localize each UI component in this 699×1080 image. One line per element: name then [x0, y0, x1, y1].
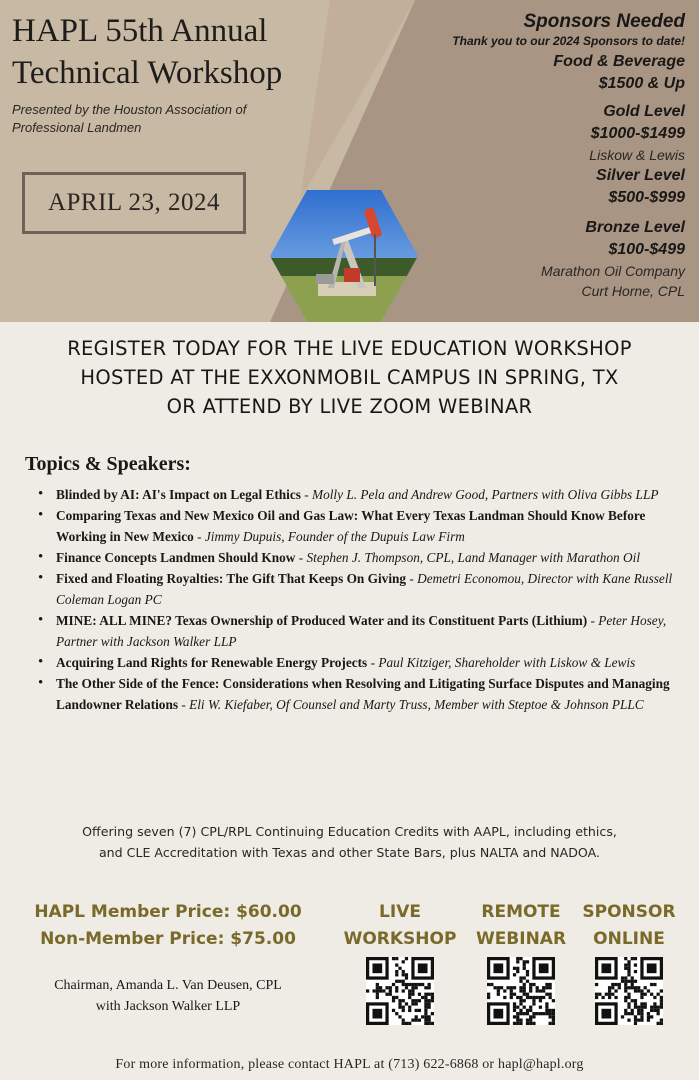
- chairman-info: [0, 975, 336, 1017]
- topic-title: Finance Concepts Landmen Should Know: [56, 550, 296, 565]
- event-date: APRIL 23, 2024: [47, 189, 221, 216]
- topic-item: [38, 484, 678, 505]
- presented-by: Presented by the Houston Association of Professional Landmen: [12, 102, 247, 135]
- gold-sponsor-name: Liskow & Lewis: [589, 147, 685, 163]
- topic-item: [38, 673, 678, 715]
- chairman-line1: Chairman, Amanda L. Van Deusen, CPL: [54, 978, 282, 993]
- register-line3: OR ATTEND BY LIVE ZOOM WEBINAR: [166, 395, 533, 418]
- topic-item: [38, 568, 678, 610]
- register-line2: HOSTED AT THE EXXONMOBIL CAMPUS IN SPRING, TX: [80, 366, 619, 389]
- qr-code-icon[interactable]: [595, 957, 663, 1025]
- topic-speaker: - Stephen J. Thompson, CPL, Land Manager with Marathon Oil: [295, 550, 641, 565]
- topic-title: Acquiring Land Rights for Renewable Energy Projects: [56, 655, 368, 670]
- member-price: HAPL Member Price: $60.00: [34, 902, 302, 922]
- topic-title: MINE: ALL MINE? Texas Ownership of Produced Water and its Constituent Parts (Lithium): [56, 613, 588, 628]
- topic-item: [38, 652, 678, 673]
- topic-speaker: - Paul Kitziger, Shareholder with Liskow & Lewis: [367, 655, 636, 670]
- topic-title: Comparing Texas and New Mexico Oil and Gas Law: What Every Texas Landman Should Know Before Working in New Mexico: [56, 508, 646, 544]
- qr-label-line1: SPONSOR: [582, 902, 676, 922]
- topic-title: Fixed and Floating Royalties: The Gift That Keeps On Giving: [56, 571, 407, 586]
- topic-speaker: - Jimmy Dupuis, Founder of the Dupuis Law Firm: [193, 529, 465, 544]
- qr-live-workshop[interactable]: [340, 899, 460, 1025]
- bronze-level: Bronze Level: [585, 219, 685, 236]
- event-date-box: [22, 172, 246, 234]
- qr-sponsor-online[interactable]: [569, 899, 689, 1025]
- qr-remote-webinar[interactable]: [461, 899, 581, 1025]
- non-member-price: Non-Member Price: $75.00: [40, 929, 296, 949]
- register-banner: [0, 334, 699, 421]
- topics-heading: Topics & Speakers:: [25, 453, 191, 475]
- topic-item: [38, 505, 678, 547]
- header-banner: [0, 0, 699, 322]
- topic-title: Blinded by AI: AI's Impact on Legal Ethics: [56, 487, 301, 502]
- event-title-line1: HAPL 55th Annual: [12, 13, 268, 49]
- chairman-line2: with Jackson Walker LLP: [95, 999, 241, 1014]
- topic-speaker: - Eli W. Kiefaber, Of Counsel and Marty Truss, Member with Steptoe & Johnson PLLC: [178, 697, 644, 712]
- register-line1: REGISTER TODAY FOR THE LIVE EDUCATION WORKSHOP: [67, 337, 632, 360]
- food-beverage-price: $1500 & Up: [598, 75, 685, 92]
- event-title: [12, 10, 282, 94]
- silver-level: Silver Level: [596, 167, 685, 184]
- bronze-sponsor-name: Marathon Oil Company: [541, 263, 685, 279]
- gold-level: Gold Level: [603, 103, 685, 120]
- topic-speaker: - Molly L. Pela and Andrew Good, Partners with Oliva Gibbs LLP: [300, 487, 659, 502]
- topic-item: [38, 547, 678, 568]
- sponsors-thanks: Thank you to our 2024 Sponsors to date!: [452, 34, 685, 48]
- bronze-sponsor-name: Curt Horne, CPL: [581, 283, 685, 299]
- qr-label-line2: WORKSHOP: [343, 929, 457, 949]
- qr-label-line1: LIVE: [379, 902, 421, 922]
- topic-item: [38, 610, 678, 652]
- event-title-line2: Technical Workshop: [12, 55, 283, 91]
- credits-line2: and CLE Accreditation with Texas and other State Bars, plus NALTA and NADOA.: [98, 845, 601, 860]
- topic-speaker: - Peter Hosey, Partner with Jackson Walker LLP: [56, 613, 667, 649]
- pricing-block: [0, 899, 336, 953]
- food-beverage-level: Food & Beverage: [553, 53, 685, 70]
- contact-footer: For more information, please contact HAPL at (713) 622-6868 or hapl@hapl.org: [115, 1057, 584, 1072]
- credits-line1: Offering seven (7) CPL/RPL Continuing Education Credits with AAPL, including ethics,: [82, 824, 617, 839]
- silver-price: $500-$999: [608, 189, 685, 206]
- qr-label-line2: ONLINE: [593, 929, 665, 949]
- qr-label-line2: WEBINAR: [475, 929, 567, 949]
- qr-code-icon[interactable]: [366, 957, 434, 1025]
- qr-label-line1: REMOTE: [481, 902, 561, 922]
- topics-list: [38, 484, 678, 715]
- sponsors-heading: Sponsors Needed: [523, 11, 685, 32]
- qr-code-icon[interactable]: [487, 957, 555, 1025]
- topic-title: The Other Side of the Fence: Considerations when Resolving and Litigating Surface Disputes and Managing Landowner Relations: [56, 676, 670, 712]
- topic-speaker: - Demetri Economou, Director with Kane Russell Coleman Logan PC: [56, 571, 673, 607]
- sponsors-panel: [355, 10, 685, 301]
- gold-price: $1000-$1499: [590, 125, 685, 142]
- credits-offering: [0, 821, 699, 863]
- bronze-price: $100-$499: [608, 241, 685, 258]
